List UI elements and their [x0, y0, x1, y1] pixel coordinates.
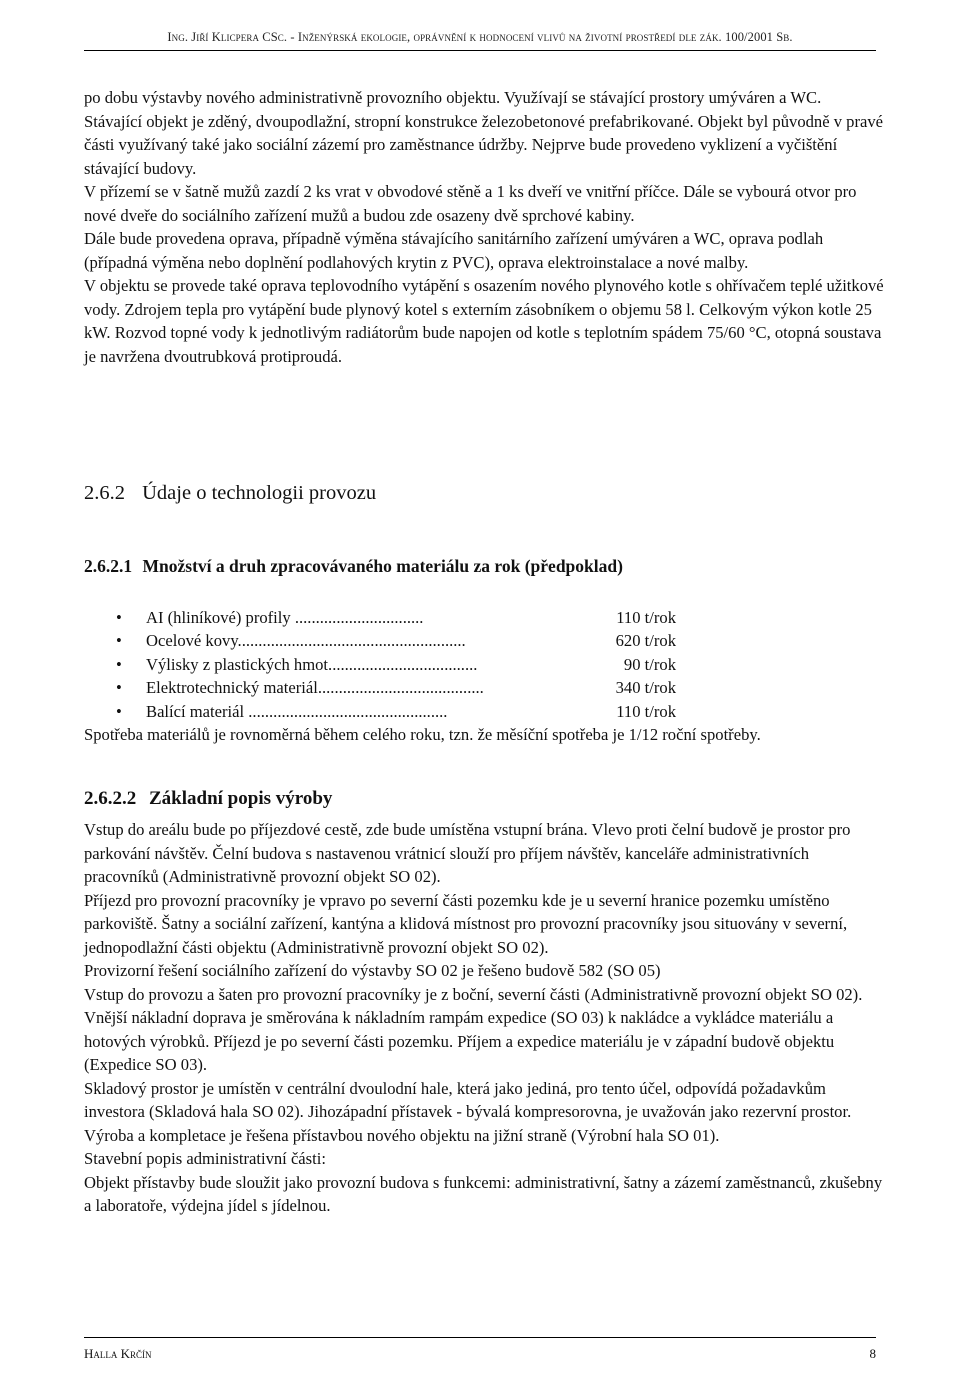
paragraph: Dále bude provedena oprava, případně výměna stávajícího sanitárního zařízení umýváren a WC, oprava podlah (případná výměna nebo doplnění podlahových krytin z PVC), oprava elektroinstalace a nové malby.	[84, 229, 824, 272]
list-item	[0, 606, 960, 629]
materials-list	[0, 606, 960, 723]
paragraph: po dobu výstavby nového administrativně provozního objektu. Využívají se stávající prostory umýváren a WC.	[84, 88, 822, 107]
list-item	[0, 700, 960, 723]
paragraph: Stavební popis administrativní části:	[84, 1149, 326, 1168]
heading-2-6-2	[84, 482, 376, 505]
paragraph: Skladový prostor je umístěn v centrální dvoulodní hale, která jako jediná, pro tento účel, odpovídá požadavkům investora (Skladová hala SO 02). Jihozápadní přístavek - bývalá kompresorovna, je uvažován jako rezervní prostor.	[84, 1078, 852, 1121]
list-item	[0, 653, 960, 676]
section-intro	[84, 86, 884, 368]
paragraph: Vstup do provozu a šaten pro provozní pracovníky je z boční, severní části (Administrativně provozní objekt SO 02).	[84, 984, 863, 1004]
material-amount: 620 t/rok	[615, 631, 676, 651]
consumption-note: Spotřeba materiálů je rovnoměrná během celého roku, tzn. že měsíční spotřeba je 1/12 roční spotřeby.	[84, 725, 761, 744]
footer-company: Halla Krčín	[84, 1346, 152, 1361]
paragraph: Stávající objekt je zděný, dvoupodlažní, stropní konstrukce železobetonové prefabrikované. Objekt byl původně v pravé části využívaný také jako sociální zázemí pro zaměstnance údržby. Nejprve bude provedeno vyklizení a vyčištění stávající budovy.	[84, 111, 884, 178]
paragraph: V objektu se provede také oprava teplovodního vytápění s osazením nového plynového kotle s ohřívačem teplé užitkové vody. Zdrojem tepla pro vytápění bude plynový kotel s externím zásobníkem o objemu 58 l. Celkovým výkon kotle 25 kW. Rozvod topné vody k jednotlivým radiátorům bude napojen od kotle s teplotním spádem 75/60 °C, otopná soustava je navržena dvoutrubková protiproudá.	[84, 276, 884, 366]
paragraph: Výroba a kompletace je řešena přístavbou nového objektu na jižní straně (Výrobní hala SO 01).	[84, 1125, 720, 1145]
material-amount: 110 t/rok	[616, 701, 676, 721]
heading-number: 2.6.2	[84, 482, 125, 504]
material-amount: 340 t/rok	[615, 678, 676, 698]
heading-2-6-2-1	[84, 556, 623, 577]
bullet-icon: •	[116, 701, 122, 721]
list-item	[0, 676, 960, 699]
heading-title: Základní popis výroby	[149, 788, 333, 809]
list-item	[0, 629, 960, 652]
material-amount: 110 t/rok	[616, 608, 676, 627]
header-rule	[84, 50, 876, 51]
page-number: 8	[869, 1346, 876, 1361]
page-header: Ing. Jiří Klicpera CSc. - Inženýrská ekologie, oprávnění k hodnocení vlivů na životní prostředí dle zák. 100/2001 Sb.	[167, 30, 793, 44]
paragraph: Objekt přístavby bude sloužit jako provozní budova s funkcemi: administrativní, šatny a zázemí zaměstnanců, zkušebny a laboratoře, výdejna jídel s jídelnou.	[84, 1172, 883, 1215]
paragraph: Vnější nákladní doprava je směrována k nákladním rampám expedice (SO 03) k nakládce a vykládce materiálu a hotových výrobků. Příjezd je po severní části pozemku. Příjem a expedice materiálu je v západní budově objektu (Expedice SO 03).	[84, 1008, 835, 1074]
heading-title: Údaje o technologii provozu	[142, 482, 377, 504]
material-name: AI (hliníkové) profily ...............................	[146, 608, 424, 627]
heading-2-6-2-2	[84, 788, 332, 810]
paragraph: Provizorní řešení sociálního zařízení do výstavby SO 02 je řešeno budově 582 (SO 05)	[84, 961, 661, 980]
paragraph: V přízemí se v šatně mužů zazdí 2 ks vrat v obvodové stěně a 1 ks dveří ve vnitřní příčce. Dále se vybourá otvor pro nové dveře do sociálního zařízení mužů a budou zde osazeny dvě sprchové kabiny.	[84, 182, 857, 225]
paragraph: Vstup do areálu bude po příjezdové cestě, zde bude umístěna vstupní brána. Vlevo proti čelní budově je prostor pro parkování návštěv. Čelní budova s nastavenou vrátnicí slouží pro příjem návštěv, kanceláře administrativních pracovníků (Administrativně provozní objekt SO 02).	[84, 820, 851, 886]
section-production	[84, 818, 884, 1218]
paragraph: Příjezd pro provozní pracovníky je vpravo po severní části pozemku kde je u severní hranice pozemku umístěno parkoviště. Šatny a sociální zařízení, kantýna a klidová místnost pro provozní pracovníky jsou situovány v severní, jednopodlažní části objektu (Administrativně provozní objekt SO 02).	[84, 890, 848, 957]
heading-number: 2.6.2.1	[84, 556, 133, 576]
material-name: Výlisky z plastických hmot....................................	[146, 654, 478, 674]
bullet-icon: •	[116, 608, 122, 627]
heading-title: Množství a druh zpracovávaného materiálu za rok (předpoklad)	[142, 556, 623, 576]
heading-number: 2.6.2.2	[84, 788, 137, 809]
material-amount: 90 t/rok	[623, 654, 676, 674]
bullet-icon: •	[116, 631, 122, 651]
footer-rule	[84, 1337, 876, 1338]
consumption-note-block	[84, 723, 884, 747]
material-name: Elektrotechnický materiál........................................	[146, 678, 484, 698]
material-name: Ocelové kovy.......................................................	[146, 631, 466, 651]
material-name: Balící materiál ................................................	[146, 701, 448, 721]
bullet-icon: •	[116, 654, 122, 674]
bullet-icon: •	[116, 678, 122, 698]
